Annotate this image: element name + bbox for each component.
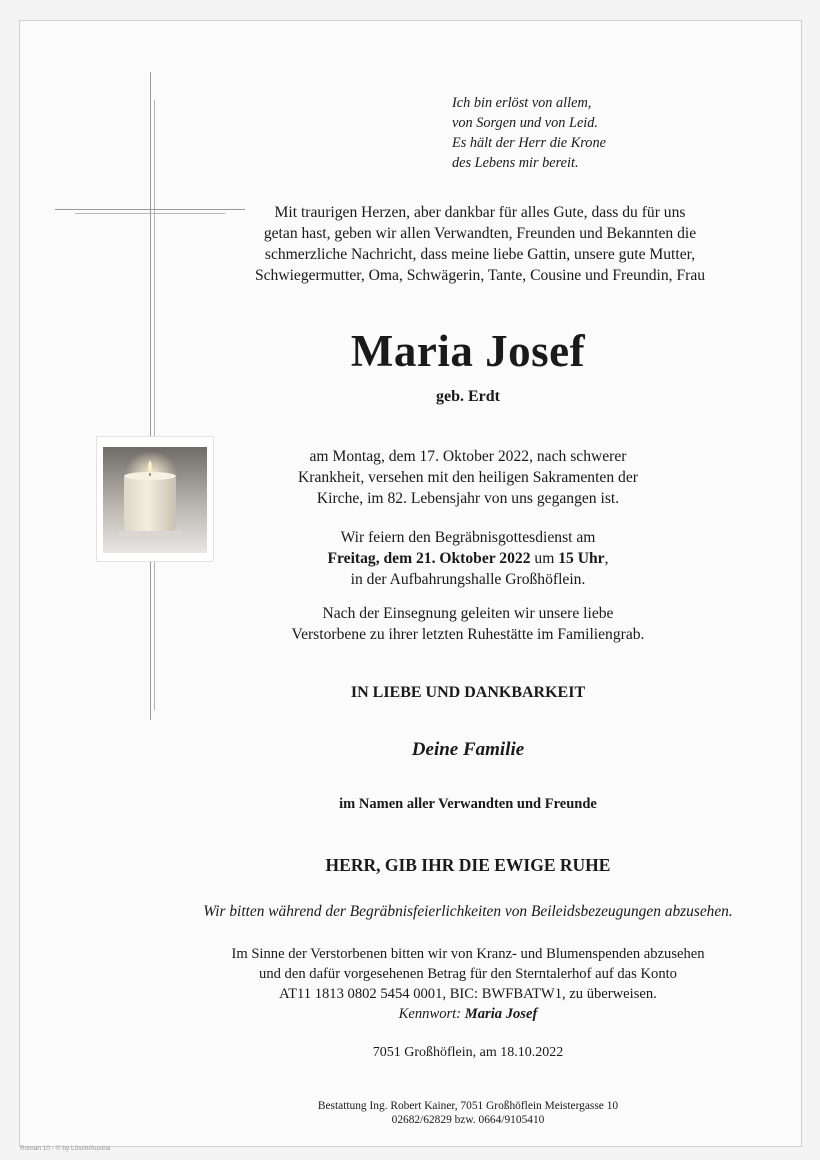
death-line: Krankheit, versehen mit den heiligen Sakramenten der: [298, 469, 638, 486]
death-notice: [200, 446, 736, 509]
burial-line: Nach der Einsegnung geleiten wir unsere liebe: [322, 605, 614, 622]
death-line: Kirche, im 82. Lebensjahr von uns gegangen ist.: [316, 490, 620, 507]
undertaker-line: Bestattung Ing. Robert Kainer, 7051 Großhöflein Meistergasse 10: [317, 1100, 619, 1112]
family-signature: Deine Familie: [411, 739, 525, 760]
intro-line: Schwiegermutter, Oma, Schwägerin, Tante, Cousine und Freundin, Frau: [254, 267, 706, 284]
donation-note: [150, 944, 786, 1024]
poem-line: von Sorgen und von Leid.: [452, 115, 598, 131]
funeral-time: 15 Uhr: [558, 550, 605, 567]
relatives-line: im Namen aller Verwandten und Freunde: [339, 796, 597, 812]
cross-horizontal-line-inner: [75, 213, 225, 214]
intro-text: [225, 202, 735, 286]
poem-line: Ich bin erlöst von allem,: [452, 95, 592, 111]
candle-icon: [97, 437, 213, 561]
death-line: am Montag, dem 17. Oktober 2022, nach schwerer: [309, 448, 627, 465]
love-heading: IN LIEBE UND DANKBARKEIT: [350, 684, 586, 701]
donation-line: AT11 1813 0802 5454 0001, BIC: BWFBATW1, zu überweisen.: [279, 986, 657, 1002]
donation-line: und den dafür vorgesehenen Betrag für den Sterntalerhof auf das Konto: [259, 966, 677, 982]
funeral-line: Wir feiern den Begräbnisgottesdienst am: [340, 529, 596, 546]
keyword-label: Kennwort:: [398, 1006, 465, 1022]
poem-line: des Lebens mir bereit.: [452, 155, 579, 171]
keyword-value: Maria Josef: [464, 1006, 538, 1022]
funeral-location: in der Aufbahrungshalle Großhöflein.: [350, 571, 586, 588]
birth-name: geb. Erdt: [436, 388, 500, 405]
intro-line: schmerzliche Nachricht, dass meine liebe Gattin, unsere gute Mutter,: [264, 246, 696, 263]
rest-heading: HERR, GIB IHR DIE EWIGE RUHE: [325, 855, 611, 875]
burial-line: Verstorbene zu ihrer letzten Ruhestätte im Familiengrab.: [291, 626, 645, 643]
undertaker-phone: 02682/62829 bzw. 0664/9105410: [391, 1114, 545, 1126]
funeral-date: Freitag, dem 21. Oktober 2022: [327, 550, 531, 567]
deceased-name: Maria Josef: [350, 326, 586, 376]
intro-line: Mit traurigen Herzen, aber dankbar für alles Gute, dass du für uns: [274, 204, 686, 221]
place-date: 7051 Großhöflein, am 18.10.2022: [372, 1045, 564, 1060]
funeral-date-line: [200, 548, 736, 569]
funeral-comma: ,: [604, 550, 609, 567]
funeral-um: um: [530, 550, 559, 567]
template-footer: Roman 10 - © by Lösch/Austria: [20, 1145, 111, 1152]
cross-horizontal-line: [55, 209, 245, 210]
burial-info: [200, 603, 736, 645]
cross-vertical-line: [150, 72, 151, 720]
funeral-info: [200, 527, 736, 590]
donation-keyword-line: [150, 1004, 786, 1024]
condolence-note: Wir bitten während der Begräbnisfeierlichkeiten von Beileidsbezeugungen abzusehen.: [203, 903, 733, 920]
donation-line: Im Sinne der Verstorbenen bitten wir von Kranz- und Blumenspenden abzusehen: [231, 946, 705, 962]
intro-line: getan hast, geben wir allen Verwandten, Freunden und Bekannten die: [263, 225, 697, 242]
poem-line: Es hält der Herr die Krone: [452, 135, 606, 151]
undertaker-info: [200, 1099, 736, 1127]
cross-vertical-line-inner: [154, 100, 155, 710]
poem: [452, 93, 672, 173]
candle-image: [96, 436, 214, 562]
